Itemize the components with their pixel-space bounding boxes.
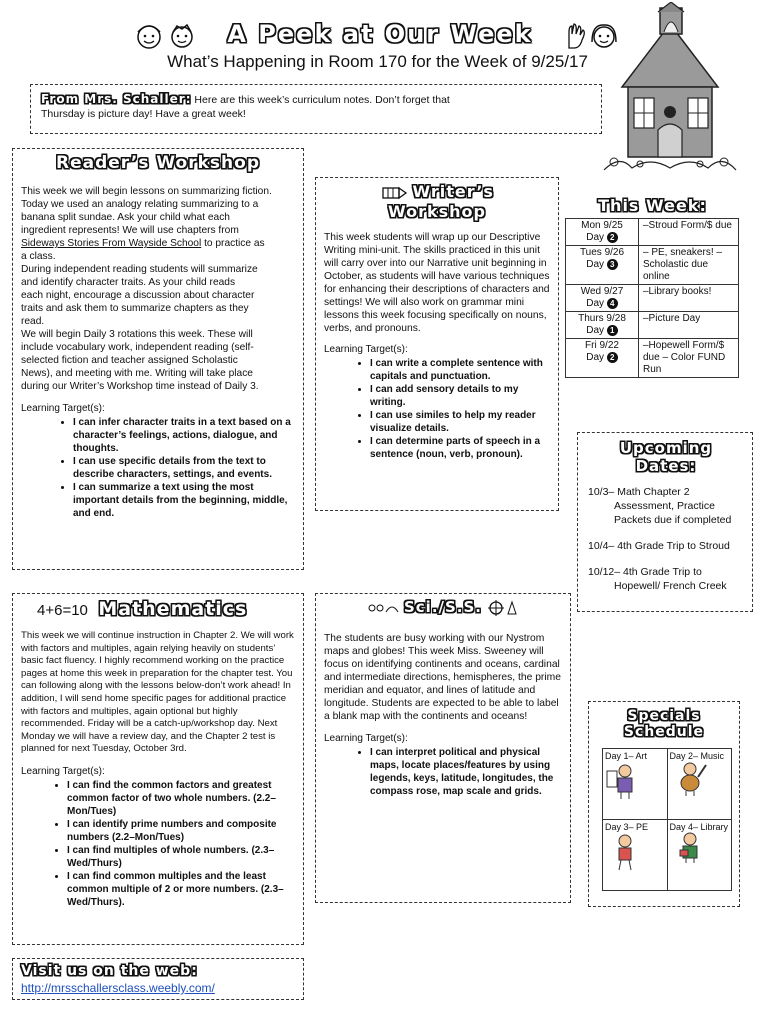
section-heading: Specials — [627, 708, 701, 724]
science-section — [315, 593, 571, 903]
schoolhouse-icon — [600, 2, 740, 177]
this-week-heading: This Week: — [598, 196, 707, 215]
readers-body-line: Sideways Stories From Wayside School to practice as — [21, 238, 265, 249]
class-website-link[interactable]: http://mrsschallersclass.weebly.com/ — [21, 981, 215, 995]
note-text: Thursday is picture day! Have a great week! — [41, 108, 246, 120]
readers-workshop-section — [12, 148, 304, 570]
week-event: –Stroud Form/$ due — [639, 219, 739, 246]
learning-target: • I can determine parts of speech in a sentence (noun, verb, pronoun). — [370, 435, 550, 461]
section-heading: Schedule — [623, 724, 705, 740]
page-subtitle: What’s Happening in Room 170 for the Week of 9/25/17 — [167, 52, 588, 71]
readers-body-line: traits and ask them to summarize chapters as they — [21, 303, 249, 314]
week-day: Tues 9/26 Day 3 — [566, 246, 639, 285]
week-row — [566, 312, 739, 339]
section-heading: Mathematics — [98, 598, 248, 620]
learning-target: • I can identify prime numbers and composite numbers (2.2–Mon/Tues) — [67, 818, 295, 844]
readers-body-line: and identify character traits. As your child reads — [21, 277, 236, 288]
teacher-note — [30, 84, 602, 134]
readers-body-line: During independent reading students will summarize — [21, 264, 258, 275]
week-day: Mon 9/25 Day 2 — [566, 219, 639, 246]
day-number-badge: 2 — [607, 352, 618, 363]
library-kid-icon — [670, 832, 710, 864]
upcoming-item: 10/4– 4th Grade Trip to Stroud — [588, 540, 730, 552]
learning-target: • I can find the common factors and greatest common factor of two whole numbers. (2.2–Mon/Tues) — [67, 779, 295, 818]
header — [130, 18, 625, 78]
day-number-badge: 4 — [607, 298, 618, 309]
science-icon — [366, 600, 400, 616]
targets-list — [21, 779, 295, 909]
day-number-badge: 1 — [607, 325, 618, 336]
special-label: Day 3– PE — [605, 822, 649, 832]
week-row — [566, 339, 739, 378]
targets-list — [324, 746, 562, 798]
book-title: Sideways Stories From Wayside School — [21, 238, 202, 249]
section-heading: Visit us on the web: — [21, 963, 198, 979]
upcoming-item: 10/3– Math Chapter 2 Assessment, Practice Packets due if completed — [588, 486, 732, 526]
pe-kid-icon — [605, 832, 645, 872]
art-kid-icon — [605, 761, 645, 801]
learning-target: • I can find multiples of whole numbers. (2.3–Wed/Thurs) — [67, 844, 295, 870]
math-body: This week we will continue instruction in Chapter 2. We will work with factors and multiples, again relying heavily on students’ basic fact fluency. I highly recommend working on the practice pages at home this week in preparation for the chapter test. You can following along with the lessons below-don’t work ahead! In addition, I will send home specific pages for additional practice with factors and multiples, again optional but highly recommended. Friday will be a catch-up/workshop day. Next Monday we will have a review day, and the Chapter 2 test is planned for next Tuesday, October 3rd. — [21, 630, 294, 755]
learning-target: • I can interpret political and physical maps, locate places/features by using legends, keys, latitude, longitudes, the compass rose, map scale and grids. — [370, 746, 562, 798]
targets-list — [324, 357, 550, 461]
week-day: Thurs 9/28 Day 1 — [566, 312, 639, 339]
readers-body-line: ingredient represents! We will use chapters from — [21, 225, 239, 236]
week-event: –Library books! — [639, 285, 739, 312]
week-row — [566, 285, 739, 312]
readers-body-line: News), and meeting with me. Writing will take place — [21, 368, 253, 379]
week-day: Wed 9/27 Day 4 — [566, 285, 639, 312]
targets-label: Learning Target(s): — [21, 403, 105, 414]
readers-body-line: banana split sundae. Ask your child what each — [21, 212, 230, 223]
readers-body-line: include vocabulary work, independent reading (self- — [21, 342, 254, 353]
specials-cell — [667, 749, 732, 820]
day-number-badge: 2 — [607, 232, 618, 243]
readers-body-line: This week we will begin lessons on summarizing fiction. — [21, 186, 272, 197]
week-row — [566, 246, 739, 285]
section-heading: Upcoming — [619, 439, 713, 457]
specials-table — [602, 748, 732, 891]
science-body: The students are busy working with our Nystrom maps and globes! This week Miss. Sweeney will focus on identifying continents and oceans, cardinal and intermediate directions, hemispheres, the prime meridian and equator, and lines of latitude and longitude. Students are expected to be able to label a blank map with the continents and oceans! — [324, 633, 561, 722]
week-event: –Hopewell Form/$ due – Color FUND Run — [639, 339, 739, 378]
special-label: Day 1– Art — [605, 751, 648, 761]
readers-body-line: Today we used an analogy relating summarizing to a — [21, 199, 259, 210]
learning-target: • I can infer character traits in a text based on a character’s feelings, actions, dialogue, and thoughts. — [73, 416, 295, 455]
writers-workshop-section — [315, 177, 559, 511]
note-text: Here are this week’s curriculum notes. Don’t forget that — [194, 94, 450, 106]
section-heading: Writer’s — [412, 182, 494, 201]
targets-list — [21, 416, 295, 520]
readers-body-line: read. — [21, 316, 45, 327]
day-number-badge: 3 — [607, 259, 618, 270]
readers-body-line: each night, encourage a discussion about character — [21, 290, 255, 301]
week-event: –Picture Day — [639, 312, 739, 339]
section-heading: Reader’s Workshop — [56, 153, 260, 173]
targets-label: Learning Target(s): — [324, 733, 408, 744]
readers-body-line: We will begin Daily 3 rotations this week. These will — [21, 329, 253, 340]
specials-cell — [603, 749, 668, 820]
special-label: Day 4– Library — [669, 822, 729, 832]
boy-face-icon — [168, 20, 196, 52]
readers-body-line: a class. — [21, 251, 56, 262]
specials-cell — [603, 820, 668, 891]
section-heading: Dates: — [635, 457, 697, 475]
girl-face-icon — [132, 20, 166, 52]
week-day: Fri 9/22 Day 2 — [566, 339, 639, 378]
specials-section — [588, 701, 740, 907]
page-title: A Peek at Our Week — [227, 20, 533, 48]
science-icon — [486, 598, 520, 618]
section-heading: Sci./S.S. — [403, 598, 483, 617]
learning-target: • I can use specific details from the text to describe characters, settings, and events. — [73, 455, 295, 481]
web-section — [12, 958, 304, 1000]
learning-target: • I can write a complete sentence with capitals and punctuation. — [370, 357, 550, 383]
hand-icon — [562, 20, 588, 52]
week-event: – PE, sneakers! – Scholastic due online — [639, 246, 739, 285]
special-label: Day 2– Music — [669, 751, 725, 761]
targets-label: Learning Target(s): — [21, 765, 105, 777]
pencil-icon — [380, 185, 408, 201]
specials-cell — [667, 820, 732, 891]
math-equation: 4+6=10 — [37, 602, 88, 619]
week-row — [566, 219, 739, 246]
upcoming-list — [588, 485, 744, 593]
upcoming-item: 10/12– 4th Grade Trip to Hopewell/ French Creek — [588, 566, 727, 592]
learning-target: • I can use similes to help my reader visualize details. — [370, 409, 550, 435]
learning-target: • I can find common multiples and the least common multiple of 2 or more numbers. (2.3–Wed/Thurs). — [67, 870, 295, 909]
music-kid-icon — [670, 761, 710, 797]
writers-body: This week students will wrap up our Descriptive Writing mini-unit. The skills practiced in this unit will carry over into our Narrative unit beginning in October, as students will have various techniques for enhancing their descriptions of characters and settings! We will also work on grammar mini lessons this week focusing specifically on nouns, verbs, and pronouns. — [324, 232, 550, 334]
targets-label: Learning Target(s): — [324, 344, 408, 355]
math-section — [12, 593, 304, 945]
readers-body-line: selected fiction and teacher assigned Scholastic — [21, 355, 238, 366]
readers-body-line: during our Writer’s Workshop time instead of Daily 3. — [21, 381, 259, 392]
note-label: From Mrs. Schaller: — [41, 92, 192, 106]
learning-target: • I can summarize a text using the most important details from the beginning, middle, and end. — [73, 481, 295, 520]
section-heading: Workshop — [388, 202, 486, 221]
this-week-table — [565, 218, 739, 378]
readers-body — [21, 185, 295, 393]
learning-target: • I can add sensory details to my writing. — [370, 383, 550, 409]
upcoming-dates-section — [577, 432, 753, 612]
